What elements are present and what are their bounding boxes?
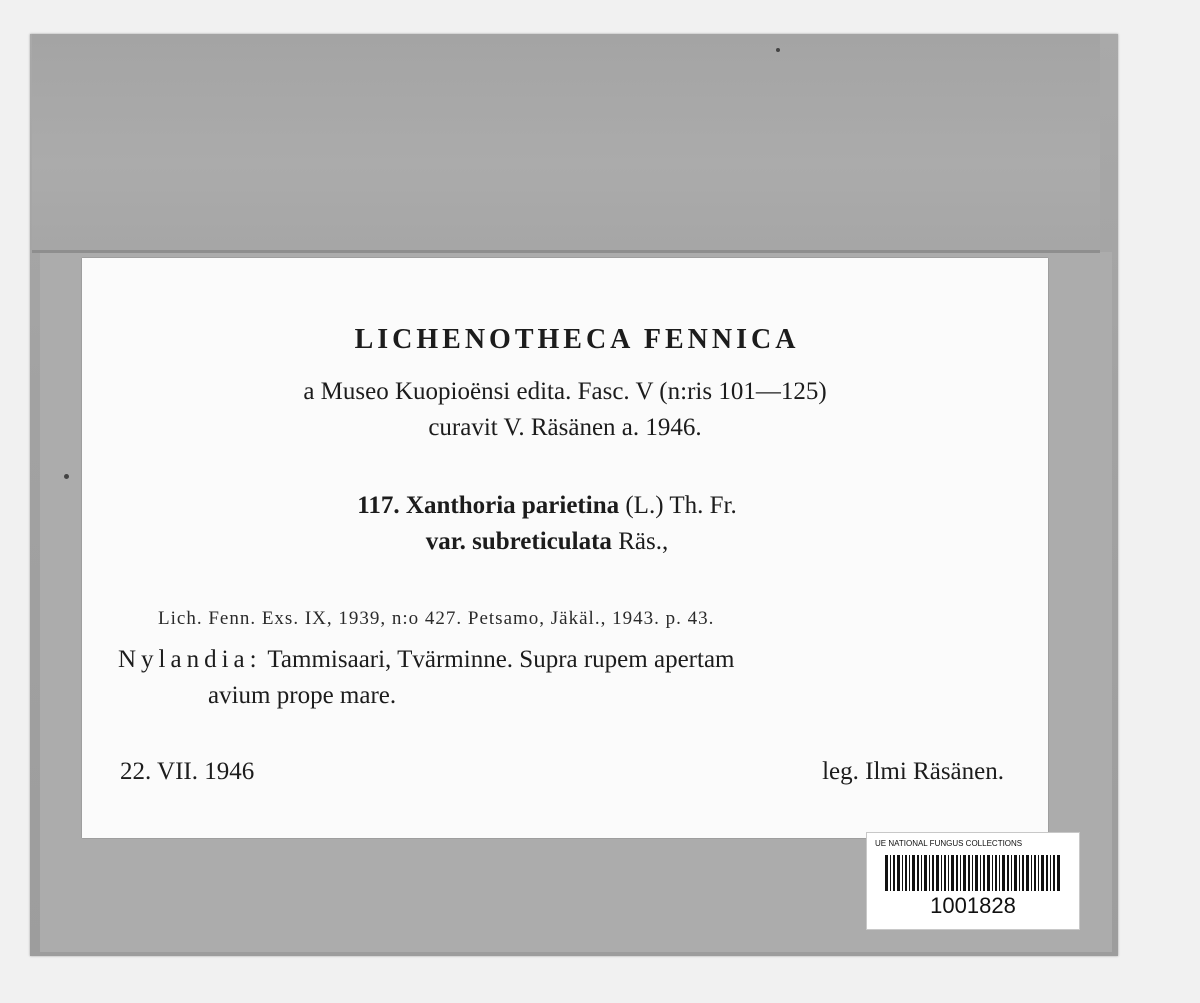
specimen-label — [82, 258, 1048, 838]
species-number: 117. — [357, 492, 400, 519]
locality-line1 — [118, 646, 734, 674]
species-authority: (L.) Th. Fr. — [625, 492, 737, 519]
variety-line — [82, 528, 1048, 556]
paper-speck — [776, 48, 780, 52]
barcode-number: 1001828 — [930, 893, 1016, 918]
locality-region: Nylandia: — [118, 646, 262, 673]
locality-detail: Tammisaari, Tvärminne. Supra rupem apertam — [267, 646, 735, 673]
collector: leg. Ilmi Räsänen. — [822, 758, 1004, 785]
variety-authority: Räs., — [618, 528, 669, 555]
species-line — [82, 492, 1048, 520]
paper-speck — [64, 474, 69, 479]
locality-line2: avium prope mare. — [208, 682, 397, 709]
variety-name: subreticulata — [472, 528, 612, 555]
label-subtitle-line1: a Museo Kuopioënsi edita. Fasc. V (n:ris 101—125) — [303, 378, 827, 405]
barcode-bars — [885, 855, 1061, 891]
literature-reference: Lich. Fenn. Exs. IX, 1939, n:o 427. Petsamo, Jäkäl., 1943. p. 43. — [158, 608, 715, 629]
barcode-header: UE NATIONAL FUNGUS COLLECTIONS — [875, 839, 1023, 848]
species-name: Xanthoria parietina — [405, 492, 620, 519]
collection-date: 22. VII. 1946 — [120, 758, 255, 785]
packet-flap — [32, 34, 1100, 253]
label-subtitle-line2: curavit V. Räsänen a. 1946. — [428, 414, 702, 441]
barcode-sticker — [866, 832, 1080, 930]
label-title: LICHENOTHECA FENNICA — [354, 324, 800, 355]
variety-prefix: var. — [425, 528, 466, 555]
